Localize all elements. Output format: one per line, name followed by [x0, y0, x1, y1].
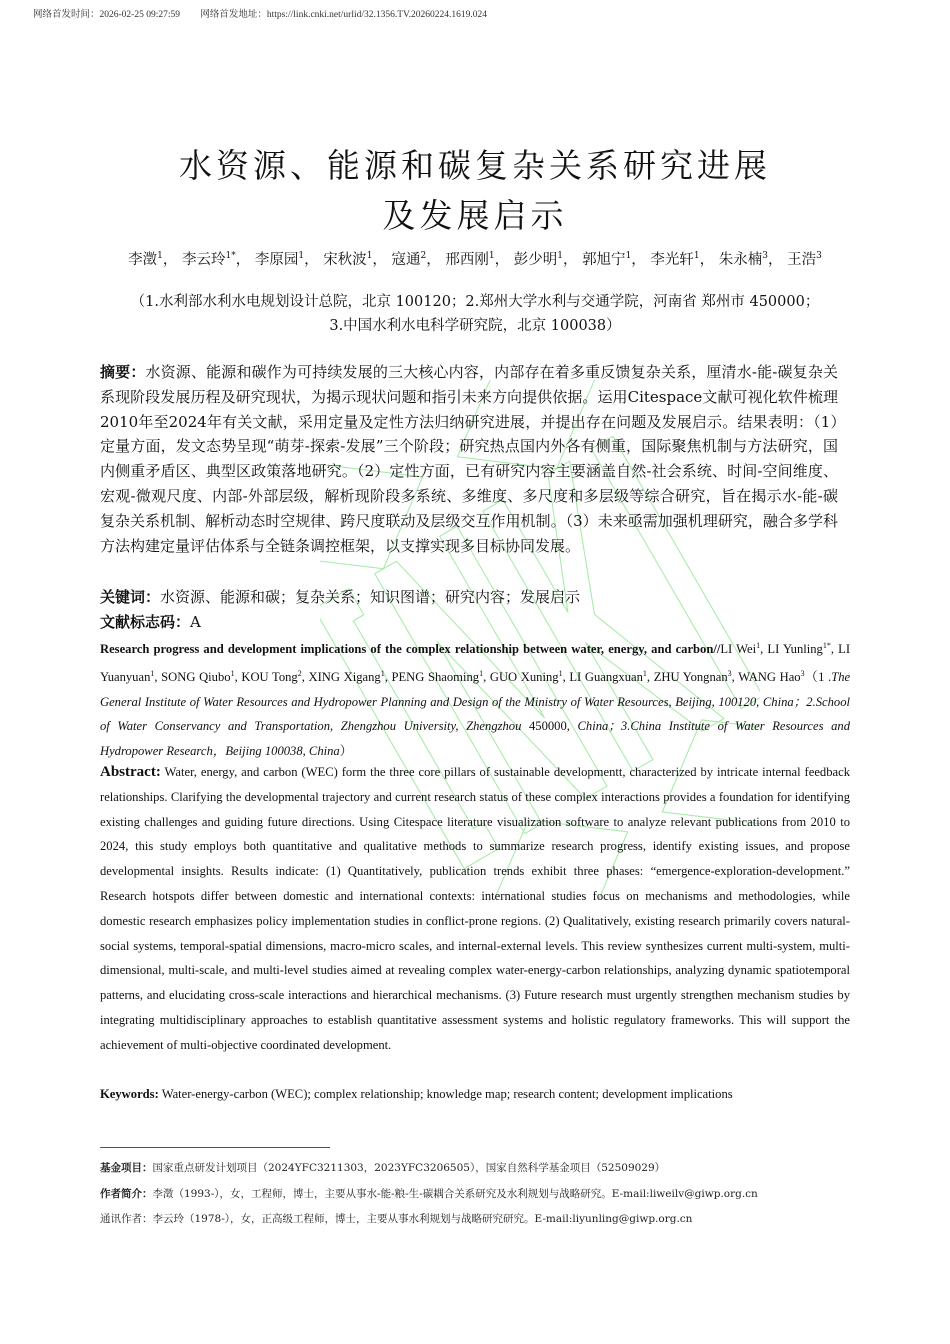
document-code-label: 文献标志码：: [100, 613, 191, 631]
en-affiliation-2-country: China；: [577, 719, 621, 734]
en-affiliation-1: The General Institute of Water Resources and Hydropower Planning and Design of the Ministry of Water Resources, Beijing, 100120, China；: [100, 669, 851, 709]
funding-label: 基金项目：: [100, 1162, 153, 1174]
author-bio-label: 作者简介：: [100, 1188, 153, 1200]
en-author: GUO Xuning$^1$: [489, 668, 563, 684]
english-keywords-label: Keywords:: [100, 1087, 159, 1101]
paper-title-line-2: 及发展启示: [382, 196, 568, 235]
english-abstract-label: Abstract:: [100, 764, 161, 780]
english-title: Research progress and development implications of the complex relationship between water, energy, and carbon//: [100, 642, 721, 656]
en-author: ZHU Yongnan$^3$: [653, 668, 732, 684]
corresponding-author-footnote: [100, 1211, 860, 1226]
publish-time: [33, 10, 180, 20]
publish-time-label: 网络首发时间：: [33, 10, 100, 20]
english-keywords-text: Water-energy-carbon (WEC); complex relationship; knowledge map; research content; development implications: [161, 1087, 733, 1101]
en-author: LI Wei$^1$: [720, 641, 761, 656]
author: 邢西刚$^1$: [445, 251, 495, 268]
author: 郭旭宁$^1$: [582, 251, 632, 268]
en-affiliation-2: 2.School of Water Conservancy and Transportation, Zhengzhou University, Zhengzhou: [100, 694, 850, 734]
english-abstract-text: Water, energy, and carbon (WEC) form the three core pillars of sustainable developmentt, characterized by intricate internal feedback relationships. Clarifying the developmental trajectory and current research status of these complex interactions provides a foundation for identifying existing challenges and guiding future directions. Using Citespace literature visualization software to analyze relevant publications from 2010 to 2024, this study employs both quantitative and qualitative methods to summarize research progress, identify existing issues, and propose developmental insights. Results indicate: (1) Quantitatively, publication trends exhibit three phases: “emergence-exploration-development.” Research hotspots differ between domestic and international contexts: international studies focus on mechanisms and methodologies, while domestic research emphasizes policy implementation studies in conflict-prone regions. (2) Qualitatively, existing research primarily covers natural-social systems, temporal-spatial dimensions, macro-micro scales, and internal-external levels. This review synthesizes current multi-system, multi-dimensional, multi-scale, and multi-level studies aimed at revealing complex water-energy-carbon relationships, analyzing dynamic spatiotemporal patterns, and elucidating cross-scale interactions and hierarchical mechanisms. (3) Future research must urgently strengthen mechanism studies by integrating multidisciplinary approaches to establish quantitative assessment systems and holistic regulatory frameworks. This will support the achievement of multi-objective coordinated development.: [100, 765, 850, 1052]
corresponding-author-label: 通讯作者：: [100, 1213, 153, 1225]
corresponding-author-text: 李云玲（1978-），女，正高级工程师，博士，主要从事水利规划与战略研究研究。E-mail:liyunling@giwp.org.cn: [152, 1213, 693, 1225]
publish-url-link[interactable]: https://link.cnki.net/urlid/32.1356.TV.20260224.1619.024: [266, 10, 488, 20]
publish-url-label: 网络首发地址：: [200, 10, 267, 20]
author-bio-text: 李澂（1993-），女，工程师，博士，主要从事水-能-粮-生-碳耦合关系研究及水利规划与战略研究。E-mail:liweilv@giwp.org.cn: [152, 1188, 758, 1200]
chinese-abstract: [100, 360, 838, 558]
en-affiliation-2-postcode: 450000,: [521, 719, 578, 734]
author: 李澂$^1$: [128, 251, 163, 268]
en-author: SONG Qiubo$^1$: [161, 668, 235, 684]
author-list: 李澂$^1$， 李云玲$^{1*}$， 李原园$^1$， 宋秋波$^1$， 寇通$^2$， 邢西刚$^1$， 彭少明$^1$， 郭旭宁$^1$， 李光轩$^1$， 朱永楠$^3$， 王浩$^3$: [128, 251, 822, 268]
chinese-keywords-text: 水资源、能源和碳；复杂关系；知识图谱；研究内容；发展启示: [160, 588, 581, 606]
author: 李云玲$^{1*}$: [182, 251, 236, 268]
en-author: LI Guangxuan$^1$: [569, 668, 647, 684]
funding-text: 国家重点研发计划项目（2024YFC3211303，2023YFC3206505），国家自然科学基金项目（52509029）: [152, 1162, 666, 1174]
author: 李原园$^1$: [254, 251, 305, 268]
publish-url: [200, 10, 487, 20]
footnote-divider: [100, 1147, 330, 1148]
affiliation-line-2: 3.中国水利水电科学研究院，北京 100038）: [329, 318, 621, 334]
en-author: KOU Tong$^2$: [241, 668, 302, 684]
author-bio-footnote: [100, 1186, 860, 1201]
author: 王浩$^3$: [787, 251, 822, 268]
paper-title-line-1: 水资源、能源和碳复杂关系研究进展: [179, 146, 771, 185]
en-affil-prefix: （1 .: [804, 669, 832, 684]
en-affil-suffix: ）: [339, 744, 353, 759]
author: 宋秋波$^1$: [323, 251, 373, 268]
chinese-abstract-label: 摘要：: [100, 363, 146, 381]
author: 寇通$^2$: [391, 251, 427, 268]
en-author: WANG Hao$^3$: [738, 668, 805, 684]
chinese-keywords-label: 关键词：: [100, 588, 161, 606]
funding-footnote: [100, 1160, 860, 1175]
chinese-keywords: [100, 585, 838, 610]
english-title-block: Research progress and development implications of the complex relationship between water, energy, and carbon//LI Wei$^1$, LI Yunling$^{1*}$, LI Yuanyuan$^1$, SONG Qiubo$^1$, KOU Tong$^2$, XING Xigang$^1$, PENG Shaoming$^1$, GUO Xuning$^1$, LI Guangxuan$^1$, ZHU Yongnan$^3$, WANG Hao$^3$（1 .The General Institute of Water Resources and Hydropower Planning and Design of the Ministry of Water Resources, Beijing, 100120, China；2.School of Water Conservancy and Transportation, Zhengzhou University, Zhengzhou 450000, China；3.China Institute of Water Resources and Hydropower Research，Beijing 100038, China）: [100, 641, 851, 759]
chinese-abstract-text: 水资源、能源和碳作为可持续发展的三大核心内容，内部存在着多重反馈复杂关系，厘清水-能-碳复杂关系现阶段发展历程及研究现状，为揭示现状问题和指引未来方向提供依据。运用Citespace文献可视化软件梳理2010年至2024年有关文献，采用定量及定性方法归纳研究进展，并提出存在问题及发展启示。结果表明：（1）定量方面，发文态势呈现“萌芽-探索-发展”三个阶段；研究热点国内外各有侧重，国际聚焦机制与方法研究，国内侧重矛盾区、典型区政策落地研究。（2）定性方面，已有研究内容主要涵盖自然-社会系统、时间-空间维度、宏观-微观尺度、内部-外部层级，解析现阶段多系统、多维度、多尺度和多层级等综合研究，旨在揭示水-能-碳复杂关系机制、解析动态时空规律、跨尺度联动及层级交互作用机制。（3）未来亟需加强机理研究，融合多学科方法构建定量评估体系与全链条调控框架，以支撑实现多目标协同发展。: [100, 363, 838, 555]
online-publication-header: [33, 6, 505, 20]
en-author: LI Yunling$^{1*}$: [767, 641, 831, 656]
author: 彭少明$^1$: [513, 251, 563, 268]
en-affiliation-3: 3.China Institute of Water Resources and Hydropower Research，Beijing 100038, China: [100, 719, 850, 759]
document-code: [100, 610, 838, 635]
affiliation-line-1: （1.水利部水利水电规划设计总院，北京 100120；2.郑州大学水利与交通学院，河南省 郑州市 450000；: [130, 294, 820, 310]
en-author: XING Xigang$^1$: [308, 668, 385, 684]
author: 朱永楠$^3$: [718, 251, 768, 268]
publish-time-value: 2026-02-25 09:27:59: [99, 10, 180, 20]
english-keywords: [100, 1082, 850, 1107]
english-abstract: [100, 760, 850, 1058]
en-author: PENG Shaoming$^1$: [391, 668, 484, 684]
author: 李光轩$^1$: [650, 251, 700, 268]
document-code-value: A: [190, 613, 201, 631]
en-author: LI Yuanyuan$^1$: [100, 642, 851, 684]
